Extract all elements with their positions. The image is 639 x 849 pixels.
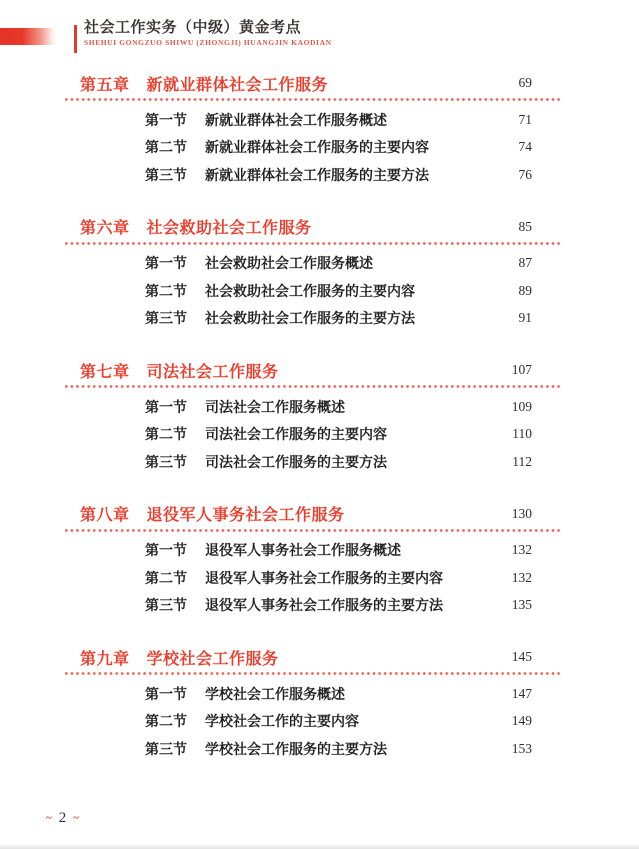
toc-chapter-entry[interactable] [65,214,562,240]
chapter-label: 第七章 [80,363,130,381]
section-label: 第一节 [145,400,187,416]
header-red-gradient-bar [0,28,57,45]
section-page-number: 87 [518,255,532,271]
section-page-number: 109 [511,398,532,414]
section-title: 学校社会工作服务的主要方法 [205,742,387,758]
section-title: 退役军人事务社会工作服务概述 [205,544,401,560]
section-page-number: 91 [518,310,532,326]
toc-section-entry[interactable] [65,735,562,763]
section-label: 第三节 [145,455,187,471]
section-label: 第二节 [145,715,187,731]
section-label: 第一节 [145,544,187,560]
book-title: 社会工作实务（中级）黄金考点 [84,20,302,36]
section-page-number: 153 [511,740,532,756]
toc-chapter-6 [65,214,562,333]
toc-chapter-7 [65,357,562,476]
toc-section-entry[interactable] [65,708,562,736]
toc-chapter-entry[interactable] [65,70,562,96]
footer-page-number: 2 [58,810,67,826]
section-title: 退役军人事务社会工作服务的主要方法 [205,599,443,615]
section-label: 第一节 [145,257,187,273]
dotted-leader-line [65,385,562,388]
section-title: 退役军人事务社会工作服务的主要内容 [205,571,443,587]
toc-section-entry[interactable] [65,537,562,565]
toc-section-entry[interactable] [65,106,562,134]
toc-chapter-entry[interactable] [65,644,562,670]
toc-chapter-9 [65,644,562,763]
footer-tilde-right: ~ [73,812,79,824]
chapter-title: 社会救助社会工作服务 [146,220,312,237]
section-title: 学校社会工作的主要内容 [205,715,359,731]
section-label: 第二节 [145,141,187,157]
chapter-title: 新就业群体社会工作服务 [146,76,329,94]
section-page-number: 74 [518,139,532,155]
section-title: 社会救助社会工作服务的主要方法 [205,312,415,328]
section-page-number: 147 [511,685,532,701]
toc-section-entry[interactable] [65,421,562,449]
toc-section-entry[interactable] [65,393,562,421]
chapter-page-number: 69 [518,75,532,90]
section-title: 新就业群体社会工作服务的主要方法 [205,168,429,184]
toc-chapter-8 [65,501,562,620]
chapter-title: 学校社会工作服务 [146,650,279,668]
dotted-leader-line [65,672,562,675]
section-page-number: 110 [512,426,532,442]
section-title: 司法社会工作服务概述 [205,400,345,416]
section-label: 第三节 [145,742,187,758]
section-label: 第二节 [145,428,187,444]
toc-section-entry[interactable] [65,161,562,189]
section-title: 学校社会工作服务概述 [205,687,345,703]
section-title: 新就业群体社会工作服务的主要内容 [205,141,429,157]
toc-section-entry[interactable] [65,305,562,333]
section-label: 第三节 [145,312,187,328]
footer-tilde-left: ~ [46,812,52,824]
toc-chapter-entry[interactable] [65,357,562,383]
section-title: 司法社会工作服务的主要方法 [205,455,387,471]
section-page-number: 132 [511,542,532,558]
toc-section-entry[interactable] [65,134,562,162]
toc-section-entry[interactable] [65,277,562,305]
section-page-number: 89 [518,282,532,298]
chapter-page-number: 145 [511,649,532,664]
chapter-label: 第五章 [80,76,130,94]
section-page-number: 71 [518,111,532,127]
section-page-number: 149 [511,713,532,729]
table-of-contents [65,70,562,788]
section-label: 第二节 [145,284,187,300]
chapter-page-number: 85 [518,218,532,234]
section-label: 第三节 [145,599,187,615]
book-title-pinyin: SHEHUI GONGZUO SHIWU (ZHONGJI) HUANGJIN KAODIAN [84,38,332,47]
chapter-page-number: 130 [511,505,532,521]
header-vertical-rule [74,25,77,53]
section-title: 司法社会工作服务的主要内容 [205,428,387,444]
toc-section-entry[interactable] [65,592,562,620]
section-page-number: 135 [511,597,532,613]
chapter-title: 退役军人事务社会工作服务 [146,507,345,524]
dotted-leader-line [65,242,562,245]
chapter-label: 第八章 [80,507,130,524]
dotted-leader-line [65,98,562,101]
page-header [84,21,332,47]
dotted-leader-line [65,529,562,532]
chapter-title: 司法社会工作服务 [146,363,279,381]
toc-chapter-entry[interactable] [65,501,562,527]
toc-section-entry[interactable] [65,250,562,278]
toc-chapter-5 [65,70,562,189]
section-page-number: 76 [518,166,532,182]
section-label: 第三节 [145,168,187,184]
section-title: 社会救助社会工作服务概述 [205,257,373,273]
chapter-page-number: 107 [511,362,532,377]
section-label: 第二节 [145,571,187,587]
section-page-number: 112 [512,453,532,469]
chapter-label: 第六章 [80,220,130,237]
section-label: 第一节 [145,687,187,703]
page-footer [46,811,79,826]
section-title: 新就业群体社会工作服务概述 [205,113,387,129]
chapter-label: 第九章 [80,650,130,668]
section-label: 第一节 [145,113,187,129]
toc-section-entry[interactable] [65,448,562,476]
section-title: 社会救助社会工作服务的主要内容 [205,284,415,300]
toc-section-entry[interactable] [65,564,562,592]
toc-section-entry[interactable] [65,680,562,708]
section-page-number: 132 [511,569,532,585]
